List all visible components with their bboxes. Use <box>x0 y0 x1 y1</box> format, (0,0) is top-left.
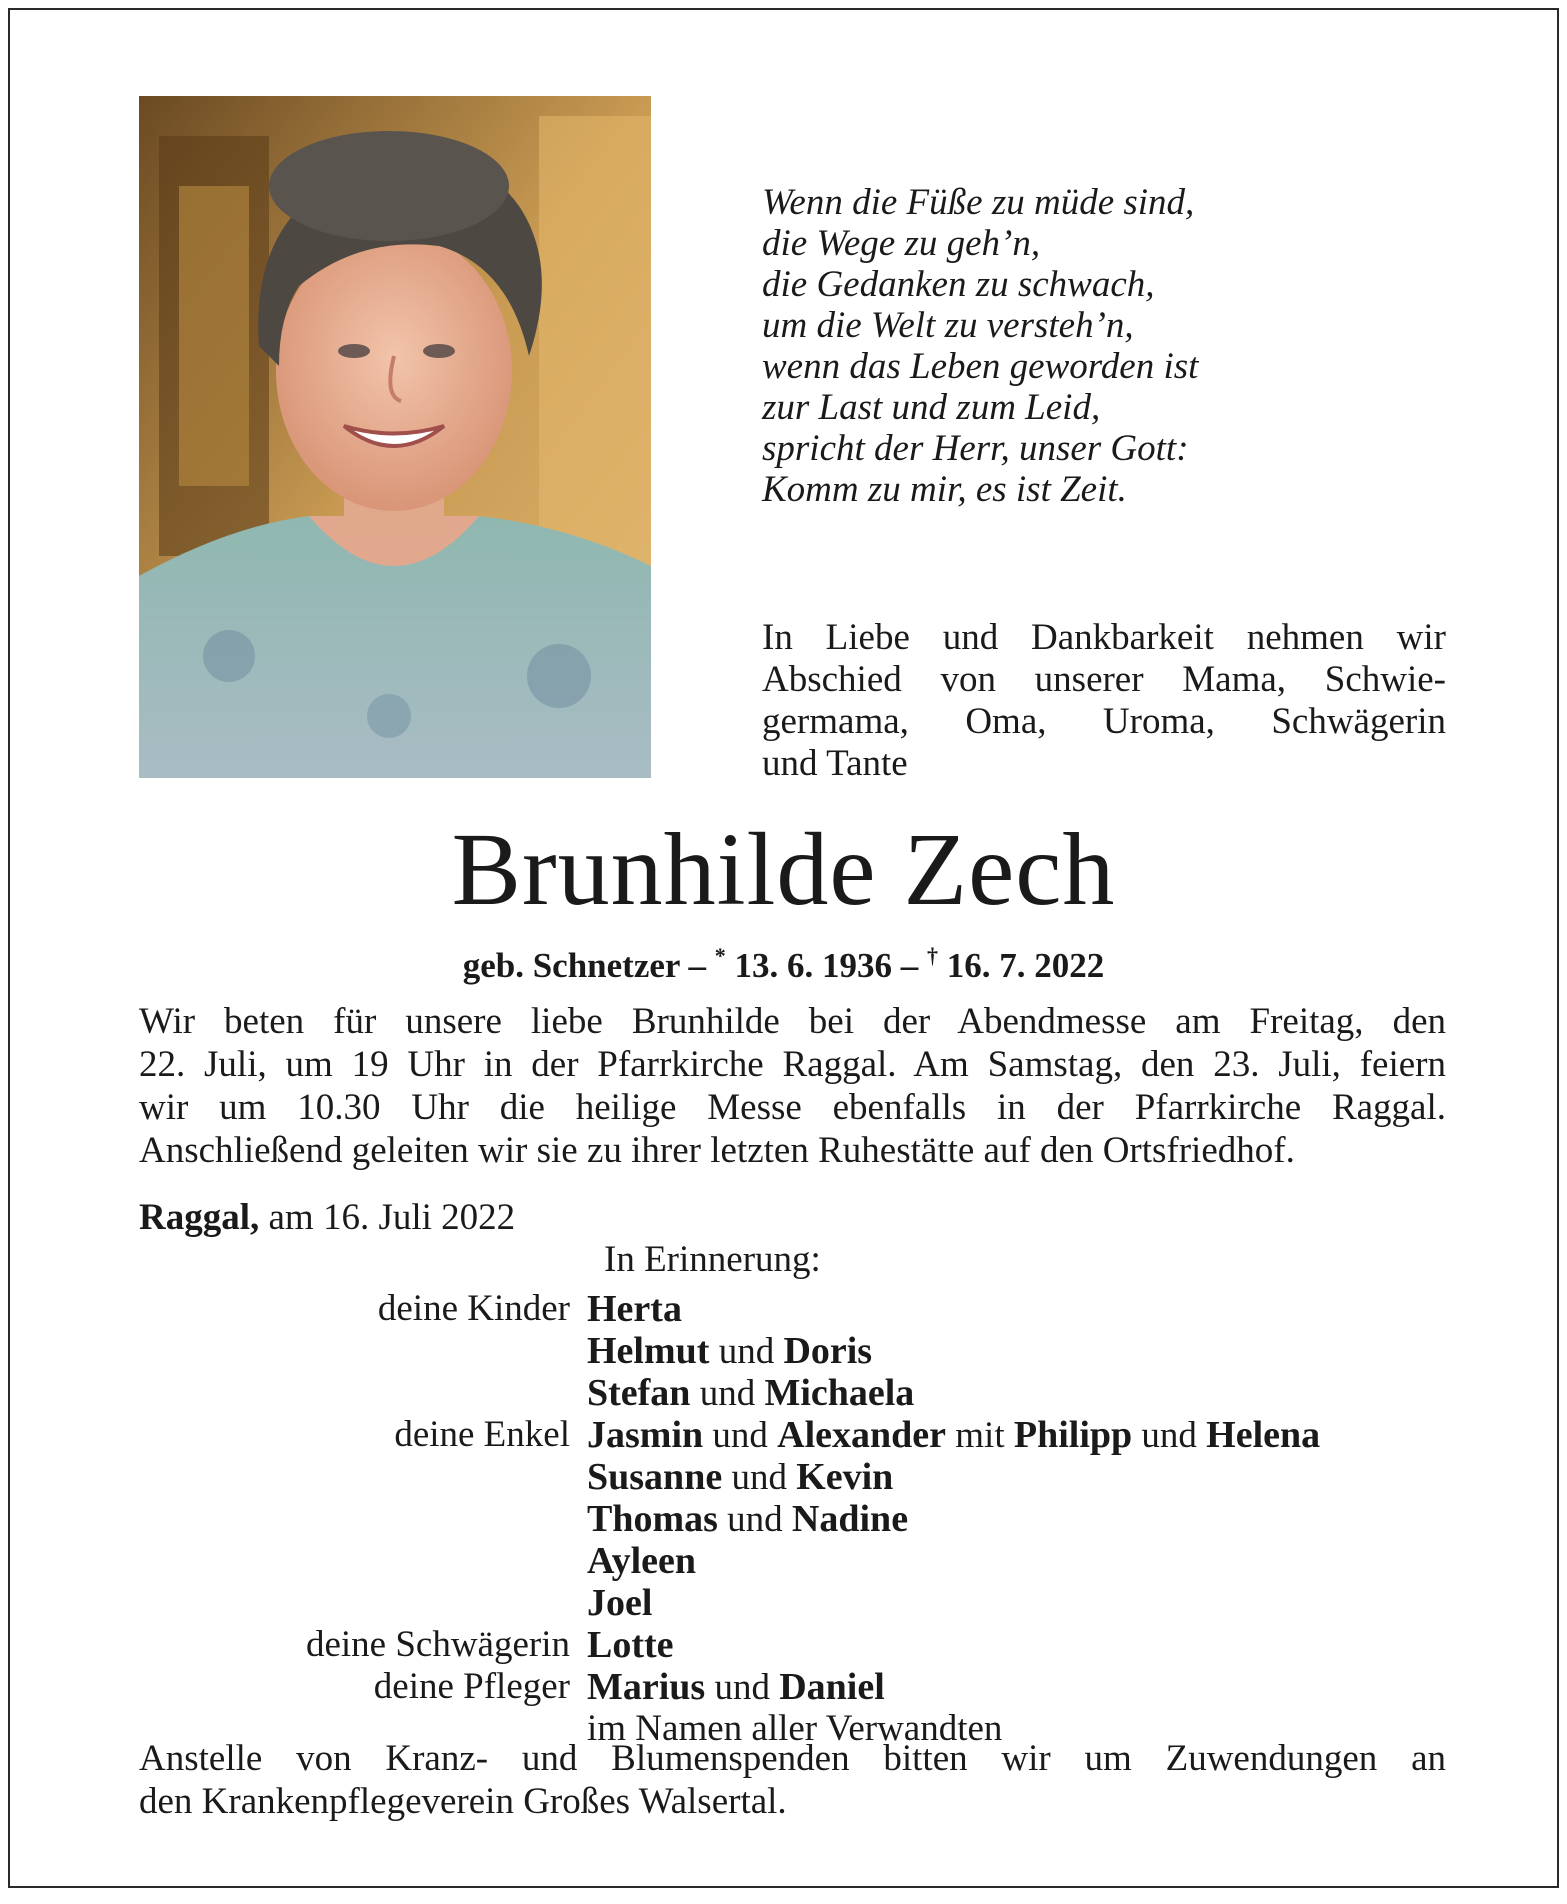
family-name: Marius <box>587 1666 706 1708</box>
family-names <box>587 1288 1459 1330</box>
family-row <box>139 1540 1459 1582</box>
donation-note <box>139 1737 1446 1823</box>
deceased-name: Brunhilde Zech <box>451 812 1116 927</box>
family-name: Ayleen <box>587 1540 697 1582</box>
death-symbol: † <box>927 943 939 968</box>
family-names <box>587 1666 1459 1708</box>
family-names <box>587 1540 1459 1582</box>
family-name: Daniel <box>779 1666 885 1708</box>
family-names <box>587 1372 1459 1414</box>
connector: und <box>699 1373 756 1414</box>
family-name: Stefan <box>587 1372 691 1414</box>
birth-symbol: * <box>714 943 726 968</box>
family-row <box>139 1372 1459 1414</box>
intro-line: In Liebe und Dankbarkeit nehmen wir <box>762 617 1446 658</box>
announcement-line: 22. Juli, um 19 Uhr in der Pfarrkirche Raggal. Am Samstag, den 23. Juli, feiern <box>139 1044 1446 1085</box>
family-name: Alexander <box>777 1414 947 1456</box>
family-names <box>587 1582 1459 1624</box>
poem-line: zur Last und zum Leid, <box>762 387 1101 428</box>
poem-line: wenn das Leben geworden ist <box>762 346 1199 387</box>
intro-line: und Tante <box>762 743 908 784</box>
family-list <box>139 1288 1459 1750</box>
connector: mit <box>955 1415 1005 1456</box>
family-name: Lotte <box>587 1624 674 1666</box>
family-row <box>139 1288 1459 1330</box>
relation-label: deine Enkel <box>394 1414 570 1455</box>
family-row <box>139 1582 1459 1624</box>
connector: und <box>718 1331 775 1372</box>
poem-line: Wenn die Füße zu müde sind, <box>762 182 1195 223</box>
connector: und <box>727 1499 783 1540</box>
family-name: Philipp <box>1013 1414 1133 1456</box>
poem-line: um die Welt zu versteh’n, <box>762 305 1134 346</box>
portrait-photo <box>139 96 651 778</box>
intro-line: germama, Oma, Uroma, Schwägerin <box>762 701 1446 742</box>
family-names <box>587 1456 1459 1498</box>
relation-label: deine Pfleger <box>373 1666 570 1707</box>
death-date: 16. 7. 2022 <box>946 946 1105 985</box>
family-names <box>587 1414 1459 1456</box>
relation-label: deine Schwägerin <box>305 1624 570 1665</box>
family-row <box>139 1666 1459 1708</box>
family-name: Helena <box>1206 1414 1321 1456</box>
poem <box>762 182 1462 510</box>
relatives-note: im Namen aller Verwandten <box>587 1708 1003 1749</box>
birth-date: 13. 6. 1936 – <box>734 946 919 985</box>
connector: und <box>1141 1415 1197 1456</box>
family-row <box>139 1456 1459 1498</box>
place-date <box>139 1196 515 1239</box>
announcement-line: Wir beten für unsere liebe Brunhilde bei der Abendmesse am Freitag, den <box>139 1001 1446 1042</box>
poem-line: spricht der Herr, unser Gott: <box>762 428 1189 469</box>
family-row <box>139 1330 1459 1372</box>
poem-line: die Gedanken zu schwach, <box>762 264 1155 305</box>
announcement-line: Anschließend geleiten wir sie zu ihrer letzten Ruhestätte auf den Ortsfriedhof. <box>139 1130 1295 1171</box>
family-name: Thomas <box>587 1498 718 1540</box>
donation-line: Anstelle von Kranz- und Blumenspenden bitten wir um Zuwendungen an <box>139 1738 1446 1779</box>
family-row <box>139 1498 1459 1540</box>
connector: und <box>712 1415 768 1456</box>
family-name: Joel <box>587 1582 653 1624</box>
family-name: Michaela <box>764 1372 915 1414</box>
announcement-paragraph <box>139 1000 1446 1172</box>
maiden-name: geb. Schnetzer – <box>462 946 707 985</box>
poem-line: die Wege zu geh’n, <box>762 223 1041 264</box>
family-name: Kevin <box>796 1456 894 1498</box>
obituary-page <box>8 8 1559 1888</box>
family-name: Nadine <box>791 1498 909 1540</box>
family-row <box>139 1414 1459 1456</box>
relation-label: deine Kinder <box>377 1288 570 1329</box>
intro-line: Abschied von unserer Mama, Schwie- <box>762 659 1446 700</box>
intro-text <box>762 617 1446 785</box>
memory-label: In Erinnerung: <box>604 1239 821 1280</box>
family-name: Susanne <box>587 1456 723 1498</box>
date: am 16. Juli 2022 <box>268 1197 516 1238</box>
family-row <box>139 1624 1459 1666</box>
connector: und <box>731 1457 787 1498</box>
family-name: Doris <box>783 1330 873 1372</box>
family-names <box>587 1330 1459 1372</box>
family-names <box>587 1624 1459 1666</box>
place: Raggal, <box>139 1197 260 1238</box>
family-name: Herta <box>587 1288 682 1330</box>
donation-line: den Krankenpflegeverein Großes Walsertal. <box>139 1781 787 1822</box>
connector: und <box>714 1667 770 1708</box>
portrait-image <box>139 96 651 778</box>
family-name: Helmut <box>587 1330 710 1372</box>
family-name: Jasmin <box>587 1414 704 1456</box>
deceased-dates <box>10 935 1557 987</box>
announcement-line: wir um 10.30 Uhr die heilige Messe ebenfalls in der Pfarrkirche Raggal. <box>139 1087 1446 1128</box>
family-names <box>587 1498 1459 1540</box>
poem-line: Komm zu mir, es ist Zeit. <box>762 469 1127 510</box>
